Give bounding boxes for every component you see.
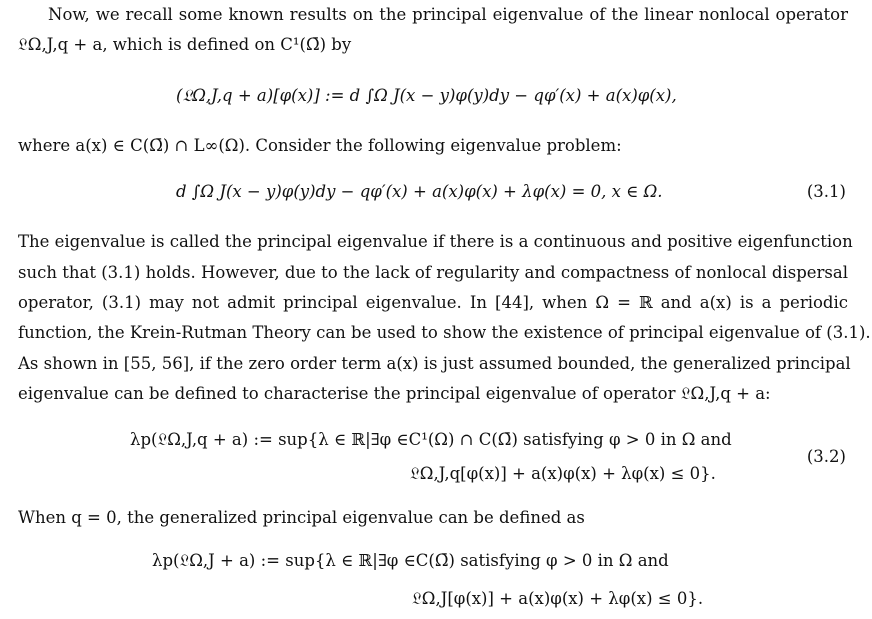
paragraph-2-line-4: function, the Krein-Rutman Theory can be used to show the existence of principal eigenvalue of (3.1). xyxy=(18,323,871,342)
paragraph-1-line-3: where a(x) ∈ C(Ω̄) ∩ L∞(Ω). Consider the following eigenvalue problem: xyxy=(18,136,622,155)
paragraph-2-line-2: such that (3.1) holds. However, due to the lack of regularity and compactness of nonlocal dispersal xyxy=(18,263,848,282)
paragraph-1-line-1: Now, we recall some known results on the principal eigenvalue of the linear nonlocal operator xyxy=(48,5,848,24)
paragraph-1-line-2: 𝔏Ω,J,q + a, which is defined on C¹(Ω̄) by xyxy=(18,35,352,54)
equation-operator-definition: (𝔏Ω,J,q + a)[φ(x)] := d ∫Ω J(x − y)φ(y)dy − qφ′(x) + a(x)φ(x), xyxy=(176,86,677,105)
paragraph-3-line-1: When q = 0, the generalized principal eigenvalue can be defined as xyxy=(18,508,585,527)
paragraph-2-line-1: The eigenvalue is called the principal eigenvalue if there is a continuous and positive eigenfunction xyxy=(18,232,853,251)
equation-label-3-1: (3.1) xyxy=(806,182,846,201)
equation-3-2-line-2: 𝔏Ω,J,q[φ(x)] + a(x)φ(x) + λφ(x) ≤ 0}. xyxy=(410,464,716,483)
equation-q0-line-2: 𝔏Ω,J[φ(x)] + a(x)φ(x) + λφ(x) ≤ 0}. xyxy=(412,589,704,608)
equation-q0-line-1: λp(𝔏Ω,J + a) := sup{λ ∈ ℝ|∃φ ∈C(Ω̄) satisfying φ > 0 in Ω and xyxy=(152,551,669,570)
equation-3-2-line-1: λp(𝔏Ω,J,q + a) := sup{λ ∈ ℝ|∃φ ∈C¹(Ω) ∩ C(Ω̄) satisfying φ > 0 in Ω and xyxy=(130,430,732,449)
equation-label-3-2: (3.2) xyxy=(806,447,846,466)
equation-3-1: d ∫Ω J(x − y)φ(y)dy − qφ′(x) + a(x)φ(x) + λφ(x) = 0, x ∈ Ω. xyxy=(176,182,663,201)
paragraph-2-line-6: eigenvalue can be defined to characterise the principal eigenvalue of operator 𝔏Ω,J,q + a: xyxy=(18,384,771,403)
paragraph-2-line-3: operator, (3.1) may not admit principal eigenvalue. In [44], when Ω = ℝ and a(x) is a periodic xyxy=(18,293,848,312)
paragraph-2-line-5: As shown in [55, 56], if the zero order term a(x) is just assumed bounded, the generalized principal xyxy=(18,354,851,373)
